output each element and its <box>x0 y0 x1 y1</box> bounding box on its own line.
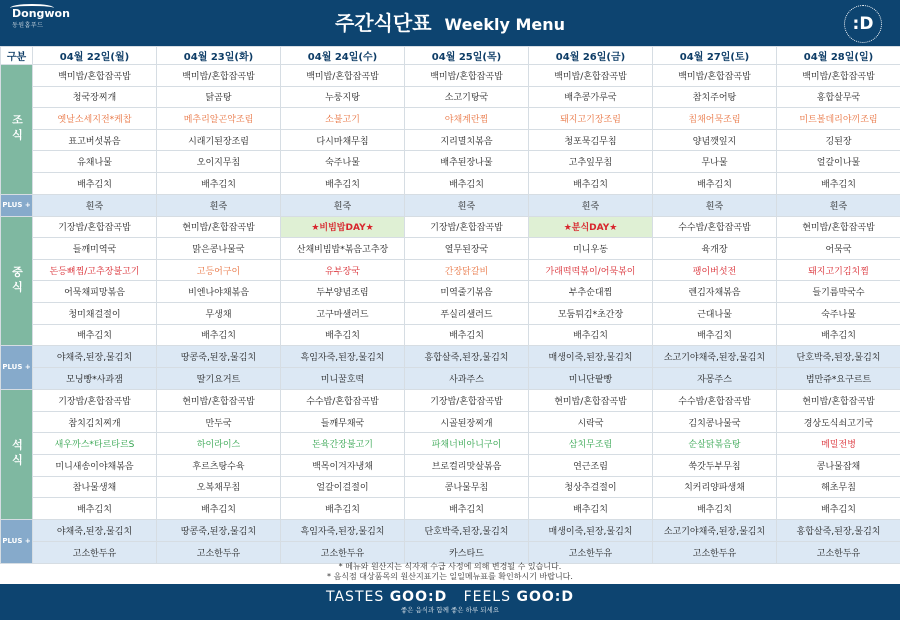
menu-item: 참치주어탕 <box>653 86 777 108</box>
menu-item: 백미밥/혼합잡곡밥 <box>157 65 281 87</box>
plus-item: 고소한두유 <box>157 541 281 563</box>
plus-item: 흰죽 <box>405 194 529 216</box>
day-header: 04월 28일(일) <box>777 47 900 65</box>
menu-item: 파채너비아니구이 <box>405 433 529 455</box>
menu-item: 경상도식쇠고기국 <box>777 411 900 433</box>
breakfast-row <box>1 65 900 87</box>
breakfast-plus-row <box>1 194 900 216</box>
menu-item: 들깨무채국 <box>281 411 405 433</box>
plus-item: 야채죽,된장,물김치 <box>33 519 157 541</box>
menu-item: 청미채걸절이 <box>33 302 157 324</box>
plus-item: 단호박죽,된장,물김치 <box>777 346 900 368</box>
brand-sub: 동원홈푸드 <box>12 22 44 29</box>
menu-item: 현미밥/혼합잡곡밥 <box>777 216 900 238</box>
menu-item: 두부양념조림 <box>281 281 405 303</box>
plus-item: 흰죽 <box>33 194 157 216</box>
menu-item: 표고버섯볶음 <box>33 129 157 151</box>
footer-slogan <box>0 588 900 606</box>
menu-item: 오이지무침 <box>157 151 281 173</box>
menu-item: 배추김치 <box>653 324 777 346</box>
lunch-row <box>1 238 900 260</box>
menu-item: 오복채무침 <box>157 476 281 498</box>
plus-item: 사과주스 <box>405 368 529 390</box>
menu-item: 연근조림 <box>529 454 653 476</box>
breakfast-row <box>1 108 900 130</box>
menu-item: 시골된장찌개 <box>405 411 529 433</box>
header <box>0 0 900 46</box>
slogan-word: TASTES <box>326 589 385 605</box>
day-header: 04월 26일(금) <box>529 47 653 65</box>
menu-item: 배추김치 <box>653 172 777 194</box>
breakfast-label: 조식 <box>1 65 33 195</box>
menu-item: 얼갈이나물 <box>777 151 900 173</box>
menu-item: 산채비빔밥*볶음고추장 <box>281 238 405 260</box>
plus-item: 흰죽 <box>653 194 777 216</box>
dinner-label: 석식 <box>1 390 33 520</box>
menu-item: 수수밥/혼합잡곡밥 <box>653 216 777 238</box>
dinner-row <box>1 411 900 433</box>
dinner-plus-row <box>1 541 900 563</box>
menu-item: 소고기탕국 <box>405 86 529 108</box>
menu-item: 숙주나물 <box>281 151 405 173</box>
menu-item: 만두국 <box>157 411 281 433</box>
brand-name: Dongwon <box>12 7 70 20</box>
menu-item: 고구마샐러드 <box>281 302 405 324</box>
slogan-word: FEELS <box>463 589 511 605</box>
menu-item: 소불고기 <box>281 108 405 130</box>
menu-item: 배추된장나물 <box>405 151 529 173</box>
menu-item: 기장밥/혼합잡곡밥 <box>405 216 529 238</box>
menu-item: 가래떡떡볶이/어묵볶이 <box>529 259 653 281</box>
menu-item: 청상추걸절이 <box>529 476 653 498</box>
menu-item: 배추김치 <box>653 498 777 520</box>
title-korean: 주간식단표 <box>334 11 432 35</box>
menu-item: 어묵채피망볶음 <box>33 281 157 303</box>
plus-item: 모닝빵*사과잼 <box>33 368 157 390</box>
plus-item: 카스타드 <box>405 541 529 563</box>
menu-item: 기장밥/혼합잡곡밥 <box>405 390 529 412</box>
plus-item: 미니꿀호떡 <box>281 368 405 390</box>
gubun-header: 구분 <box>1 47 33 65</box>
menu-item: 메밀전병 <box>777 433 900 455</box>
menu-item: 숙주나물 <box>777 302 900 324</box>
plus-item: 자몽주스 <box>653 368 777 390</box>
plus-item: 소고기야채죽,된장,물김치 <box>653 519 777 541</box>
menu-item: 육개장 <box>653 238 777 260</box>
menu-item: 기장밥/혼합잡곡밥 <box>33 390 157 412</box>
menu-item: 참나물생채 <box>33 476 157 498</box>
lunch-plus-label: PLUS + <box>1 346 33 390</box>
menu-item: 배추김치 <box>777 498 900 520</box>
menu-item: 현미밥/혼합잡곡밥 <box>157 390 281 412</box>
plus-item: 흰죽 <box>281 194 405 216</box>
dinner-row <box>1 498 900 520</box>
plus-item: 딸기요거트 <box>157 368 281 390</box>
plus-item: 범만쥬*요구르트 <box>777 368 900 390</box>
menu-item: 얼갈이걸절이 <box>281 476 405 498</box>
footer-subtext: 좋은 음식과 함께 좋은 하루 되세요 <box>400 606 500 614</box>
menu-item: 홍합살무국 <box>777 86 900 108</box>
menu-item: 고추잎무침 <box>529 151 653 173</box>
menu-item: 배추김치 <box>405 324 529 346</box>
lunch-label: 중식 <box>1 216 33 346</box>
menu-item: 참치김치찌개 <box>33 411 157 433</box>
menu-item: 백미밥/혼합잡곡밥 <box>405 65 529 87</box>
day-header-row <box>1 47 900 65</box>
menu-item: 미트볼데리야끼조림 <box>777 108 900 130</box>
menu-item: 백미밥/혼합잡곡밥 <box>281 65 405 87</box>
menu-item: 치커리양파생채 <box>653 476 777 498</box>
menu-item: 백목이겨자냉채 <box>281 454 405 476</box>
menu-item: 미역줄기볶음 <box>405 281 529 303</box>
day-header: 04월 27일(토) <box>653 47 777 65</box>
plus-item: 고소한두유 <box>529 541 653 563</box>
notes <box>0 562 900 582</box>
plus-item: 땅콩죽,된장,물김치 <box>157 519 281 541</box>
menu-item: 푸실리샐러드 <box>405 302 529 324</box>
menu-item: 돼지고기김치찜 <box>777 259 900 281</box>
menu-item: 배추김치 <box>405 172 529 194</box>
menu-item: 배추김치 <box>529 498 653 520</box>
menu-item: 배추김치 <box>157 324 281 346</box>
menu-item: 지리멸치볶음 <box>405 129 529 151</box>
plus-item: 땅콩죽,된장,물김치 <box>157 346 281 368</box>
plus-item: 매생이죽,된장,물김치 <box>529 519 653 541</box>
lunch-row <box>1 324 900 346</box>
menu-item: 시락국 <box>529 411 653 433</box>
title-english: Weekly Menu <box>444 15 566 34</box>
menu-item: 들기름막국수 <box>777 281 900 303</box>
menu-item: 김치콩나물국 <box>653 411 777 433</box>
menu-item: 새우까스*타르타르S <box>33 433 157 455</box>
day-header: 04월 25일(목) <box>405 47 529 65</box>
menu-item: 누룽지탕 <box>281 86 405 108</box>
menu-item: 청포묵김무침 <box>529 129 653 151</box>
breakfast-row <box>1 151 900 173</box>
menu-item: 깅된장 <box>777 129 900 151</box>
menu-item: 들깨미역국 <box>33 238 157 260</box>
menu-item: 백미밥/혼합잡곡밥 <box>777 65 900 87</box>
plus-item: 흰죽 <box>157 194 281 216</box>
menu-item: 백미밥/혼합잡곡밥 <box>529 65 653 87</box>
menu-item: 부추순대찜 <box>529 281 653 303</box>
menu-item: 메추리알곤약조림 <box>157 108 281 130</box>
dinner-row <box>1 454 900 476</box>
plus-item: 고소한두유 <box>653 541 777 563</box>
menu-item: 백미밥/혼합잡곡밥 <box>653 65 777 87</box>
menu-item: 하이라이스 <box>157 433 281 455</box>
menu-item: 돈육간장불고기 <box>281 433 405 455</box>
day-header: 04월 22일(월) <box>33 47 157 65</box>
lunch-row <box>1 302 900 324</box>
menu-item: 청국장찌개 <box>33 86 157 108</box>
menu-item: 고등어구이 <box>157 259 281 281</box>
breakfast-row <box>1 86 900 108</box>
menu-item: ★비빔밥DAY★ <box>281 216 405 238</box>
menu-item: 배추김치 <box>281 172 405 194</box>
menu-item: 유채나물 <box>33 151 157 173</box>
plus-item: 고소한두유 <box>33 541 157 563</box>
day-header: 04월 24일(수) <box>281 47 405 65</box>
menu-item: 수수밥/혼합잡곡밥 <box>653 390 777 412</box>
menu-item: 백미밥/혼합잡곡밥 <box>33 65 157 87</box>
dinner-plus-row <box>1 519 900 541</box>
menu-item: 무나물 <box>653 151 777 173</box>
menu-item: 배추콩가루국 <box>529 86 653 108</box>
good-badge-icon: :D <box>844 5 882 43</box>
menu-item: 후르츠탕수육 <box>157 454 281 476</box>
menu-item: 배추김치 <box>33 324 157 346</box>
lunch-row <box>1 281 900 303</box>
plus-item: 매생이죽,된장,물김치 <box>529 346 653 368</box>
note-line: * 음식점 대상품목의 원산지표기는 일일메뉴표를 확인하시기 바랍니다. <box>327 572 573 581</box>
menu-item: 비엔나야채볶음 <box>157 281 281 303</box>
plus-item: 홍합살죽,된장,물김치 <box>777 519 900 541</box>
menu-item: 옛날소세지전*케찹 <box>33 108 157 130</box>
breakfast-row <box>1 172 900 194</box>
menu-item: ★분식DAY★ <box>529 216 653 238</box>
menu-item: 쑥갓두부무침 <box>653 454 777 476</box>
menu-item: 현미밥/혼합잡곡밥 <box>157 216 281 238</box>
dinner-plus-label: PLUS + <box>1 519 33 563</box>
menu-item: 배추김치 <box>529 172 653 194</box>
menu-item: 어묵국 <box>777 238 900 260</box>
menu-item: 배추김치 <box>157 498 281 520</box>
menu-table <box>0 46 900 564</box>
menu-item: 배추김치 <box>529 324 653 346</box>
menu-item: 시래기된장조림 <box>157 129 281 151</box>
menu-item: 브로컬리맛살볶음 <box>405 454 529 476</box>
breakfast-row <box>1 129 900 151</box>
slogan-word: GOO:D <box>516 589 574 605</box>
plus-item: 미니단팥빵 <box>529 368 653 390</box>
menu-item: 배추김치 <box>281 498 405 520</box>
menu-item: 맑은콩나물국 <box>157 238 281 260</box>
menu-item: 닭곰탕 <box>157 86 281 108</box>
menu-item: 기장밥/혼합잡곡밥 <box>33 216 157 238</box>
breakfast-plus-label: PLUS + <box>1 194 33 216</box>
menu-item: 미니새송이야채볶음 <box>33 454 157 476</box>
note-line: * 메뉴와 원산지는 식자재 수급 사정에 의해 변경될 수 있습니다. <box>338 562 562 571</box>
plus-item: 야채죽,된장,물김치 <box>33 346 157 368</box>
plus-item: 단호박죽,된장,물김치 <box>405 519 529 541</box>
menu-item: 콩나물무침 <box>405 476 529 498</box>
menu-item: 모둠튀김*초간장 <box>529 302 653 324</box>
menu-item: 칩채어묵조림 <box>653 108 777 130</box>
plus-item: 흰죽 <box>777 194 900 216</box>
day-header: 04월 23일(화) <box>157 47 281 65</box>
menu-item: 삼치무조림 <box>529 433 653 455</box>
menu-item: 돼지고기장조림 <box>529 108 653 130</box>
dinner-row <box>1 433 900 455</box>
menu-item: 배추김치 <box>777 324 900 346</box>
plus-item: 흰죽 <box>529 194 653 216</box>
menu-item: 팽이버섯전 <box>653 259 777 281</box>
plus-item: 흑임자죽,된장,물김치 <box>281 519 405 541</box>
lunch-row <box>1 216 900 238</box>
menu-item: 돈등뼈찜/고추장불고기 <box>33 259 157 281</box>
menu-item: 현미밥/혼합잡곡밥 <box>529 390 653 412</box>
menu-item: 배추김치 <box>157 172 281 194</box>
menu-item: 해초무침 <box>777 476 900 498</box>
lunch-row <box>1 259 900 281</box>
plus-item: 고소한두유 <box>281 541 405 563</box>
plus-item: 흑임자죽,된장,물김치 <box>281 346 405 368</box>
slogan-word: GOO:D <box>389 589 448 605</box>
menu-item: 배추김치 <box>33 172 157 194</box>
menu-item: 순살닭볶음탕 <box>653 433 777 455</box>
menu-item: 간장닭갈비 <box>405 259 529 281</box>
menu-item: 야채계란찜 <box>405 108 529 130</box>
plus-item: 고소한두유 <box>777 541 900 563</box>
menu-item: 현미밥/혼합잡곡밥 <box>777 390 900 412</box>
menu-item: 근대나물 <box>653 302 777 324</box>
menu-item: 유부장국 <box>281 259 405 281</box>
menu-item: 콩나물잡채 <box>777 454 900 476</box>
footer <box>0 584 900 620</box>
plus-item: 흥합살죽,된장,물김치 <box>405 346 529 368</box>
dinner-row <box>1 390 900 412</box>
menu-item: 수수밥/혼합잡곡밥 <box>281 390 405 412</box>
menu-item: 양념깻잎지 <box>653 129 777 151</box>
lunch-plus-row <box>1 368 900 390</box>
menu-item: 미니우동 <box>529 238 653 260</box>
menu-item: 배추김치 <box>405 498 529 520</box>
menu-item: 배추김치 <box>33 498 157 520</box>
lunch-plus-row <box>1 346 900 368</box>
menu-item: 열무된장국 <box>405 238 529 260</box>
menu-item: 배추김치 <box>281 324 405 346</box>
menu-item: 다시마채무침 <box>281 129 405 151</box>
page-title <box>0 11 900 37</box>
menu-item: 렌김자채볶음 <box>653 281 777 303</box>
menu-item: 무생채 <box>157 302 281 324</box>
plus-item: 소고기야채죽,된장,물김치 <box>653 346 777 368</box>
dinner-row <box>1 476 900 498</box>
menu-item: 배추김치 <box>777 172 900 194</box>
